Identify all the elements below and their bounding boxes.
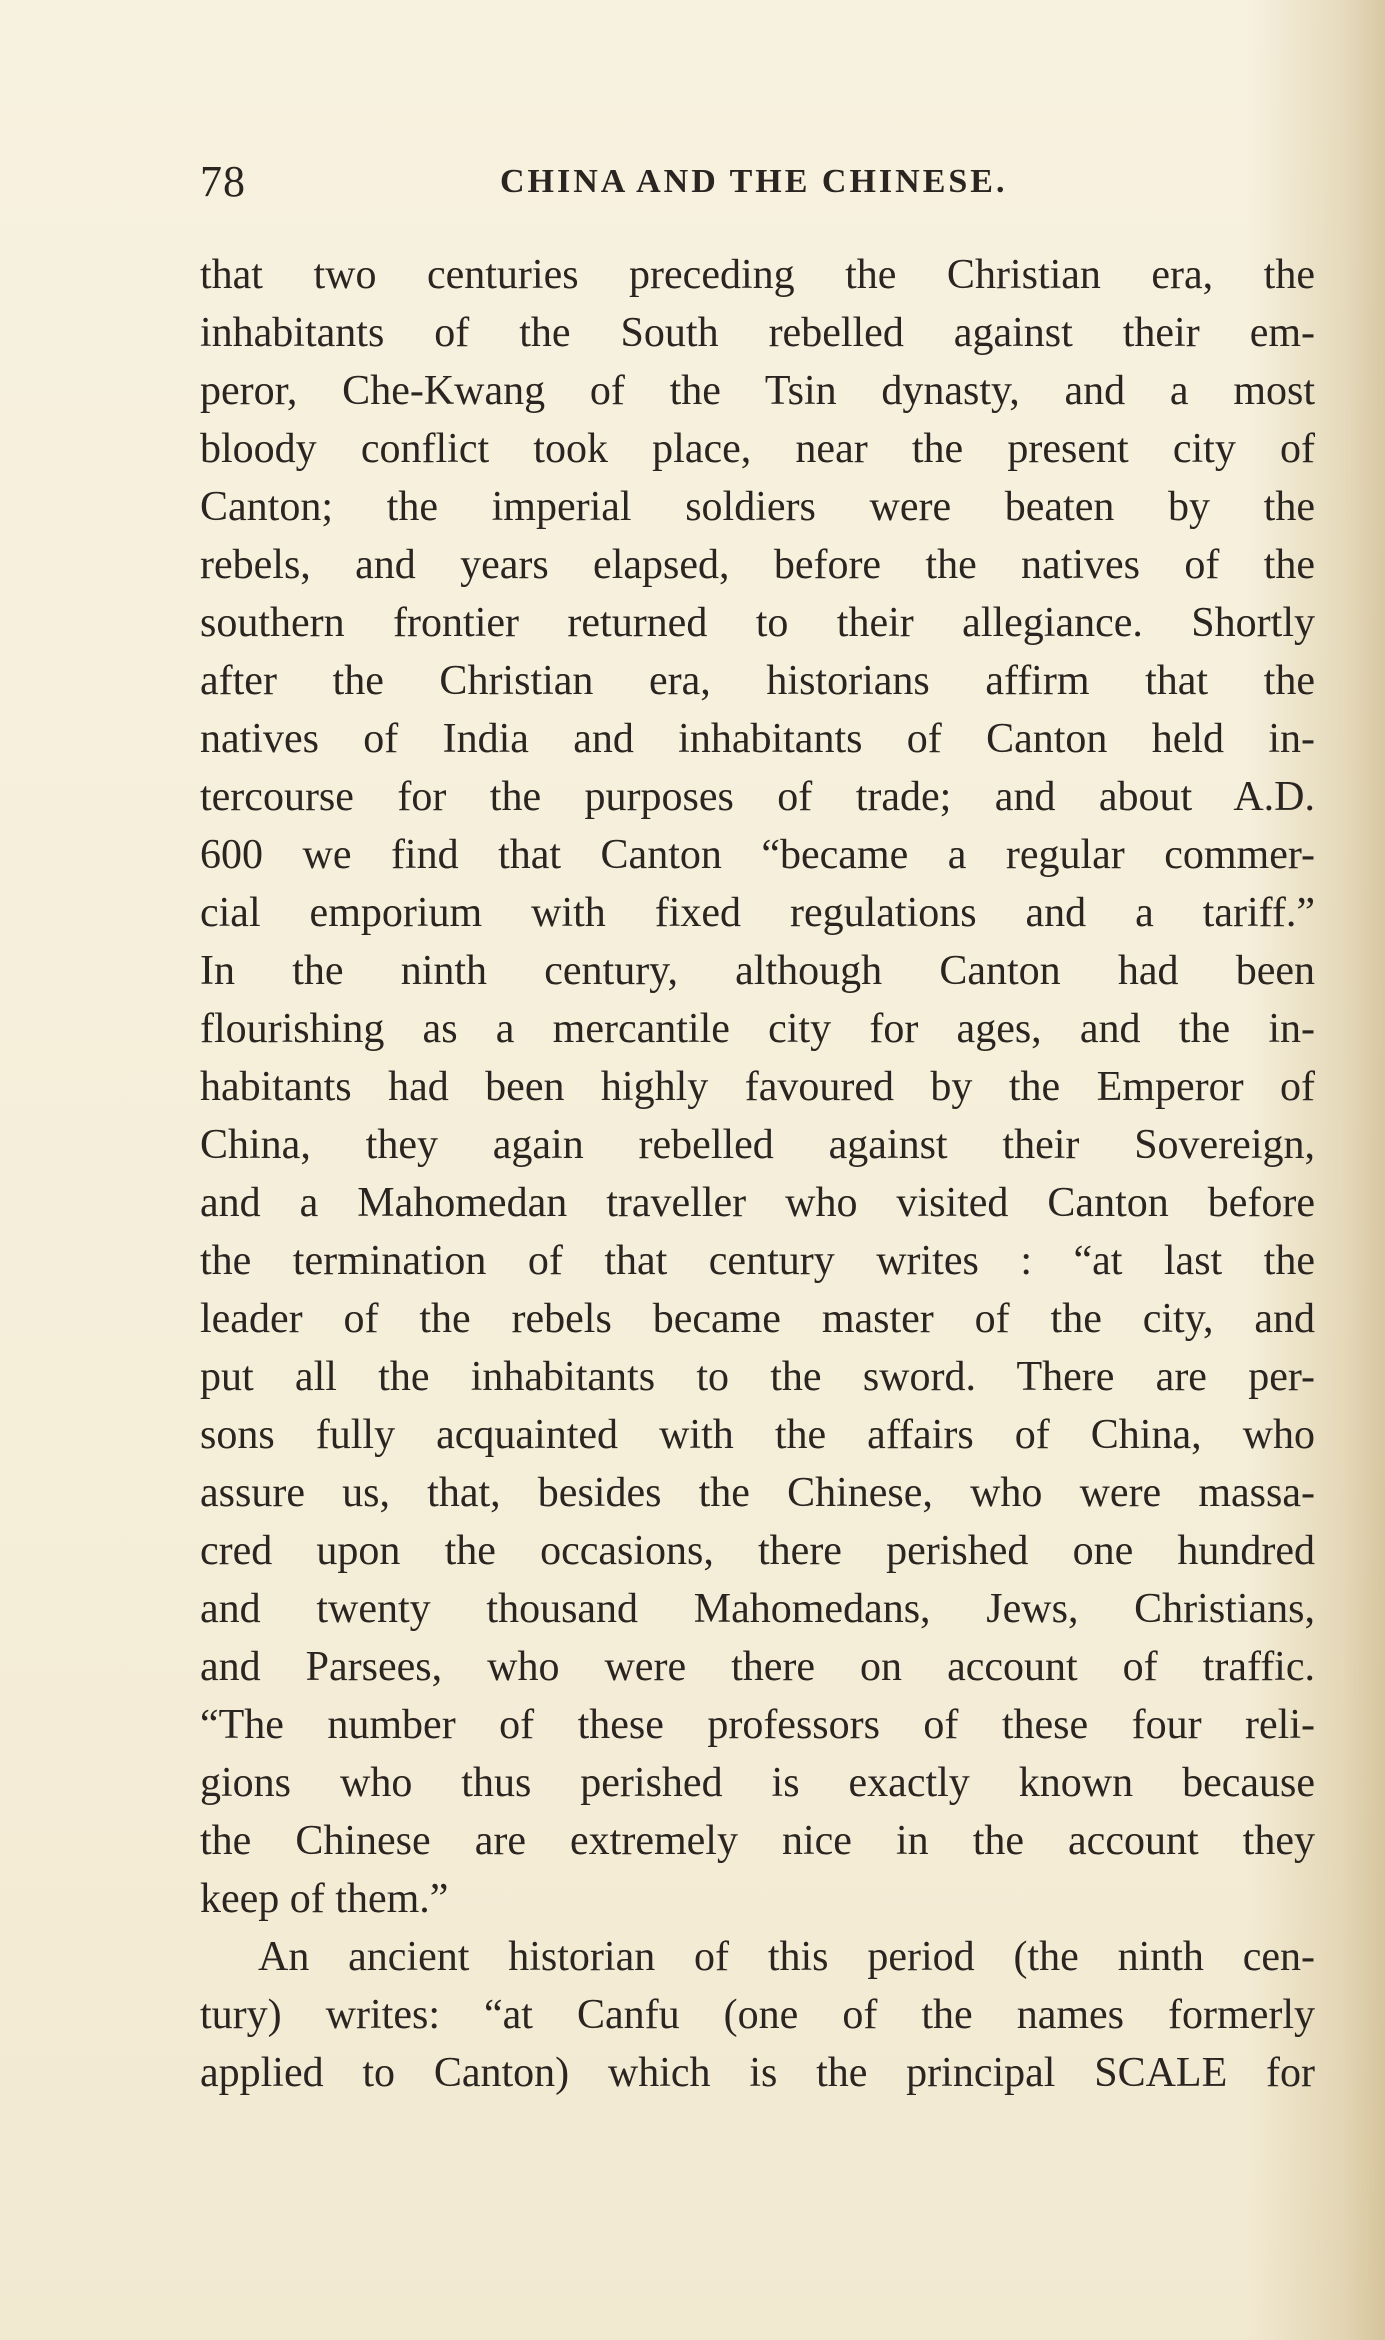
- text-line: flourishing as a mercantile city for ages, and the in-: [200, 1006, 1315, 1052]
- text-line: the Chinese are extremely nice in the account they: [200, 1818, 1315, 1864]
- page-header: [200, 152, 1315, 212]
- text-line: tury) writes: “at Canfu (one of the names formerly: [200, 1992, 1315, 2038]
- text-line: applied to Canton) which is the principal SCALE for: [200, 2050, 1315, 2096]
- text-line-paragraph-end: keep of them.”: [200, 1876, 449, 1922]
- text-line: “The number of these professors of these four reli-: [200, 1702, 1315, 1748]
- text-line: cial emporium with fixed regulations and a tariff.”: [200, 890, 1315, 936]
- text-line: rebels, and years elapsed, before the natives of the: [200, 542, 1315, 588]
- text-line: China, they again rebelled against their Sovereign,: [200, 1122, 1315, 1168]
- text-line-paragraph-start: An ancient historian of this period (the ninth cen-: [258, 1934, 1315, 1980]
- text-line: inhabitants of the South rebelled against their em-: [200, 310, 1315, 356]
- text-line: gions who thus perished is exactly known because: [200, 1760, 1315, 1806]
- text-line: natives of India and inhabitants of Canton held in-: [200, 716, 1315, 762]
- text-line: In the ninth century, although Canton had been: [200, 948, 1315, 994]
- body-text: [200, 246, 1315, 2102]
- text-line: after the Christian era, historians affirm that the: [200, 658, 1315, 704]
- text-line: put all the inhabitants to the sword. There are per-: [200, 1354, 1315, 1400]
- text-line: and twenty thousand Mahomedans, Jews, Christians,: [200, 1586, 1315, 1632]
- text-line: and a Mahomedan traveller who visited Canton before: [200, 1180, 1315, 1226]
- text-line: assure us, that, besides the Chinese, who were massa-: [200, 1470, 1315, 1516]
- text-line: the termination of that century writes : “at last the: [200, 1238, 1315, 1284]
- page-number: 78: [200, 157, 246, 206]
- text-line: Canton; the imperial soldiers were beaten by the: [200, 484, 1315, 530]
- text-line: that two centuries preceding the Christian era, the: [200, 252, 1315, 298]
- text-line: peror, Che-Kwang of the Tsin dynasty, and a most: [200, 368, 1315, 414]
- text-line: habitants had been highly favoured by the Emperor of: [200, 1064, 1315, 1110]
- running-title: CHINA AND THE CHINESE.: [500, 163, 1008, 200]
- text-line: sons fully acquainted with the affairs of China, who: [200, 1412, 1315, 1458]
- text-line: tercourse for the purposes of trade; and about A.D.: [200, 774, 1315, 820]
- text-line: 600 we find that Canton “became a regular commer-: [200, 832, 1315, 878]
- text-line: and Parsees, who were there on account of traffic.: [200, 1644, 1315, 1690]
- text-line: leader of the rebels became master of the city, and: [200, 1296, 1315, 1342]
- text-line: bloody conflict took place, near the present city of: [200, 426, 1315, 472]
- text-line: cred upon the occasions, there perished one hundred: [200, 1528, 1315, 1574]
- text-line: southern frontier returned to their allegiance. Shortly: [200, 600, 1315, 646]
